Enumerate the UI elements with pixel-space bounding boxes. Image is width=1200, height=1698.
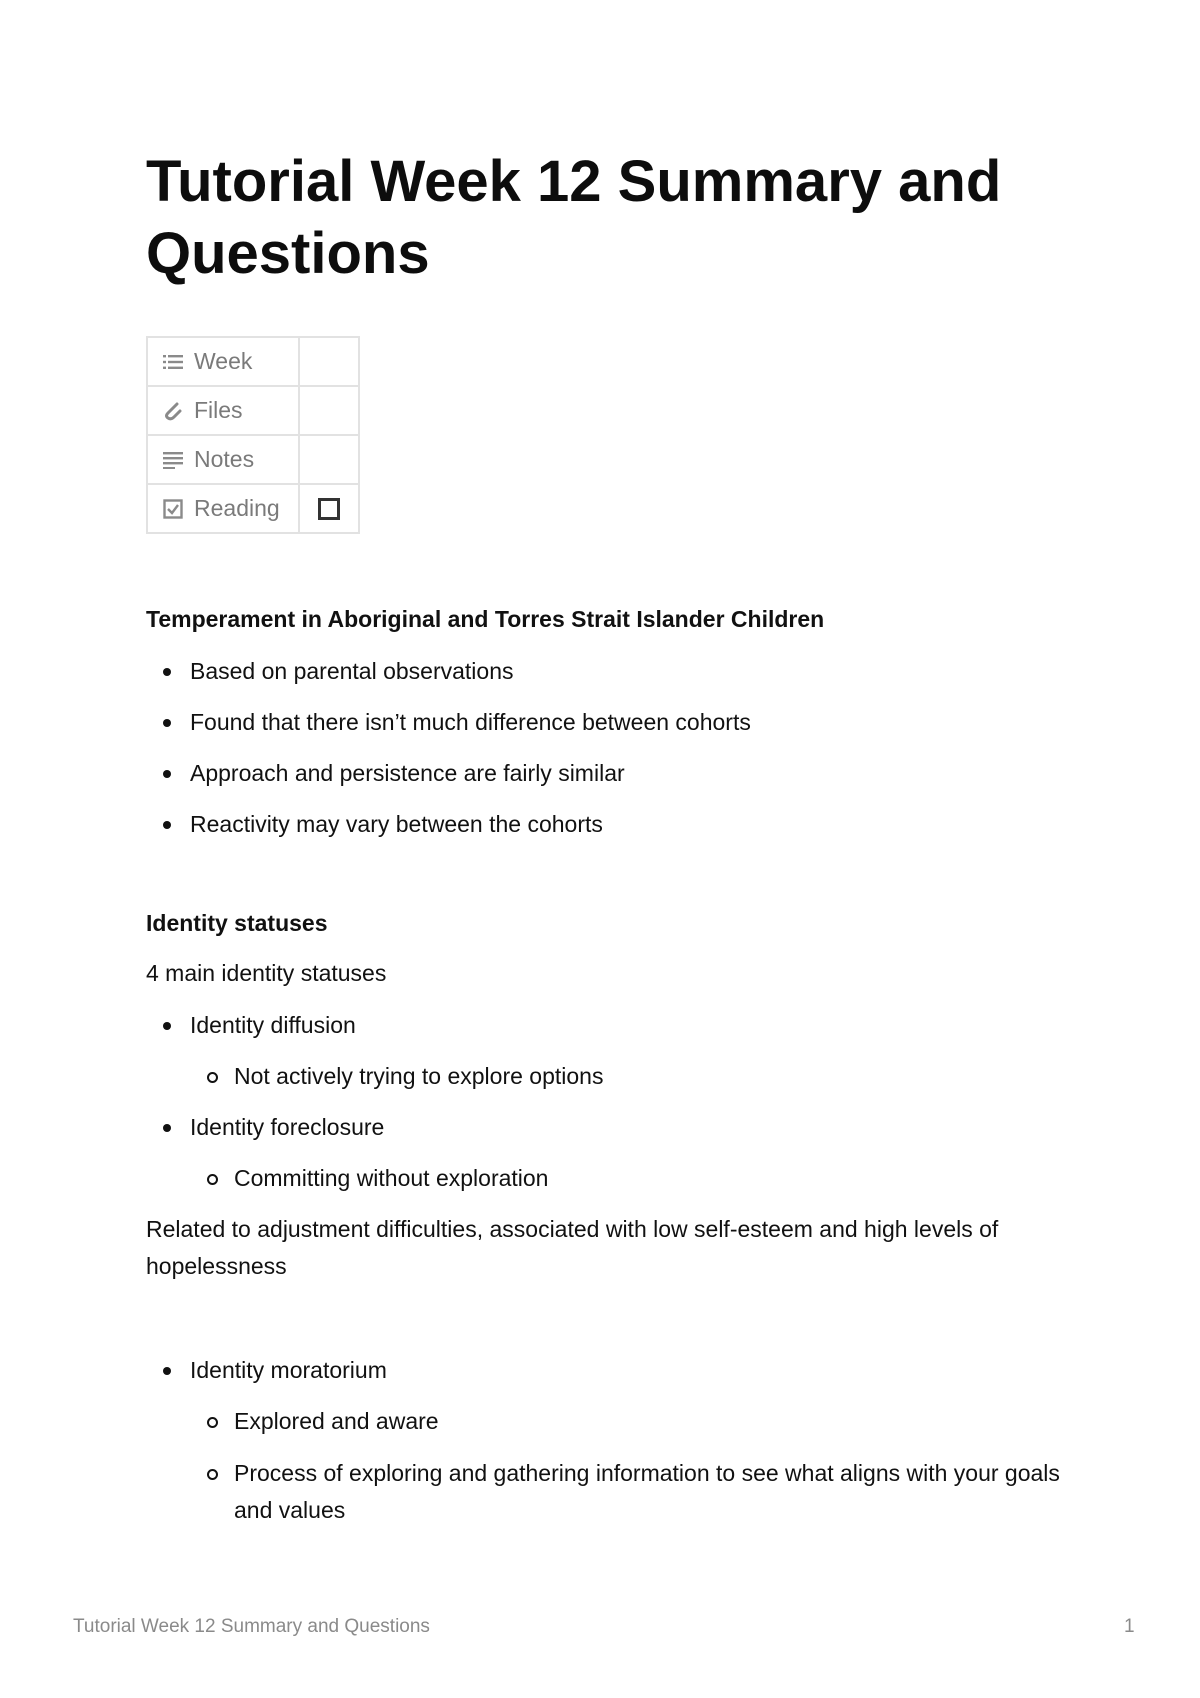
sub-list-item: Explored and aware <box>234 1403 439 1440</box>
list-item: Based on parental observations <box>190 653 514 690</box>
hollow-bullet-icon <box>207 1417 218 1428</box>
bullet-icon <box>163 1124 171 1132</box>
list-item: Identity foreclosure <box>190 1109 384 1146</box>
property-label-files: Files <box>194 397 243 423</box>
section-heading-identity: Identity statuses <box>146 910 328 936</box>
property-label-week: Week <box>194 348 253 374</box>
bullet-icon <box>163 719 171 727</box>
reading-checkbox[interactable] <box>318 498 340 520</box>
list-item: Found that there isn’t much difference between cohorts <box>190 704 751 741</box>
property-row-notes <box>147 435 359 484</box>
intro-text: 4 main identity statuses <box>146 960 387 986</box>
footer-doc-title: Tutorial Week 12 Summary and Questions <box>73 1616 430 1637</box>
list-item: Approach and persistence are fairly similar <box>190 755 625 792</box>
text-lines-icon <box>162 449 184 471</box>
list-item: Identity diffusion <box>190 1007 356 1044</box>
properties-table <box>146 336 360 534</box>
checkbox-icon <box>162 498 184 520</box>
property-value-files[interactable] <box>299 386 359 435</box>
property-label-notes: Notes <box>194 446 255 472</box>
list-icon <box>162 351 184 373</box>
bullet-icon <box>163 1022 171 1030</box>
hollow-bullet-icon <box>207 1469 218 1480</box>
list-item: Identity moratorium <box>190 1352 387 1389</box>
bullet-icon <box>163 821 171 829</box>
footer-page-number: 1 <box>1124 1616 1135 1637</box>
bullet-icon <box>163 668 171 676</box>
property-value-week[interactable] <box>299 337 359 386</box>
list-item: Reactivity may vary between the cohorts <box>190 806 603 843</box>
note-paragraph: Related to adjustment difficulties, associated with low self-esteem and high levels of hopelessness <box>146 1216 999 1279</box>
bullet-icon <box>163 770 171 778</box>
section-heading-temperament: Temperament in Aboriginal and Torres Strait Islander Children <box>146 606 825 632</box>
property-row-files <box>147 386 359 435</box>
paperclip-icon <box>162 400 184 422</box>
hollow-bullet-icon <box>207 1174 218 1185</box>
page-title: Tutorial Week 12 Summary and Questions <box>146 149 1002 286</box>
property-row-week <box>147 337 359 386</box>
sub-list-item: Process of exploring and gathering information to see what aligns with your goals and values <box>234 1455 1064 1529</box>
sub-list-item: Committing without exploration <box>234 1160 548 1197</box>
hollow-bullet-icon <box>207 1072 218 1083</box>
property-row-reading <box>147 484 359 533</box>
bullet-icon <box>163 1367 171 1375</box>
property-label-reading: Reading <box>194 495 280 521</box>
sub-list-item: Not actively trying to explore options <box>234 1058 603 1095</box>
property-value-notes[interactable] <box>299 435 359 484</box>
